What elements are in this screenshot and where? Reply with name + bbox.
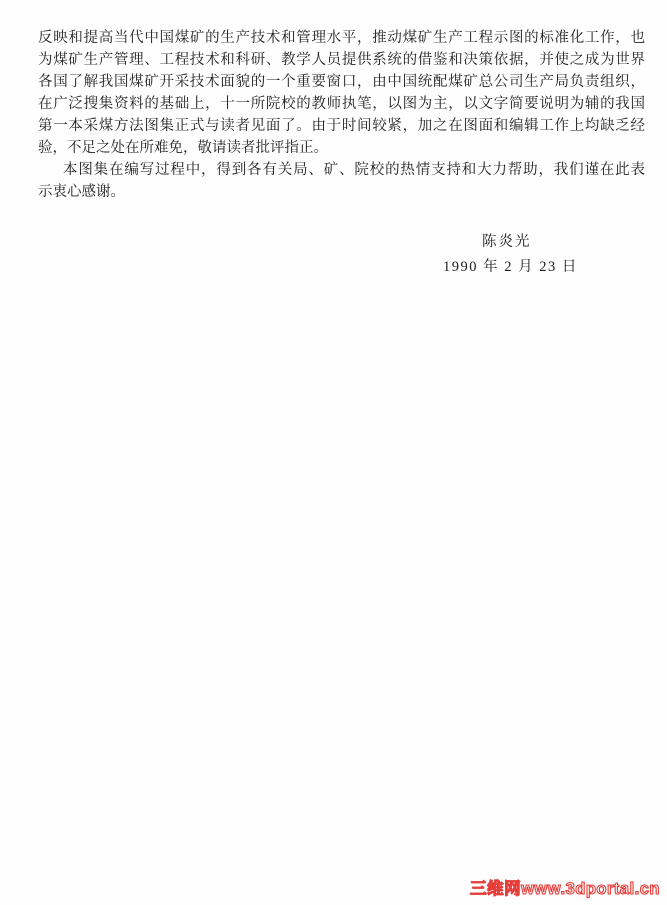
text-line: 示衷心感谢。 [38, 184, 125, 200]
preface-paragraphs [38, 27, 645, 203]
text-line: 为煤矿生产管理、工程技术和科研、教学人员提供系统的借鉴和决策依据，并使之成为世界 [38, 52, 645, 68]
signature-date: 1990 年 2 月 23 日 [443, 259, 578, 275]
text-line: 验，不足之处在所难免，敬请读者批评指正。 [38, 140, 328, 156]
text-line: 第一本采煤方法图集正式与读者见面了。由于时间较紧，加之在图面和编辑工作上均缺乏经 [38, 118, 645, 134]
text-line: 反映和提高当代中国煤矿的生产技术和管理水平，推动煤矿生产工程示图的标准化工作，也 [38, 30, 645, 46]
text-line: 本图集在编写过程中，得到各有关局、矿、院校的热情支持和大力帮助，我们谨在此表 [63, 162, 645, 178]
watermark-text: 三维网www.3dportal.cn [470, 880, 660, 898]
signature-name: 陈炎光 [482, 234, 532, 250]
text-line: 各国了解我国煤矿开采技术面貌的一个重要窗口，由中国统配煤矿总公司生产局负责组织， [38, 74, 645, 90]
text-line: 在广泛搜集资料的基础上，十一所院校的教师执笔，以图为主，以文字简要说明为辅的我国 [38, 96, 645, 112]
